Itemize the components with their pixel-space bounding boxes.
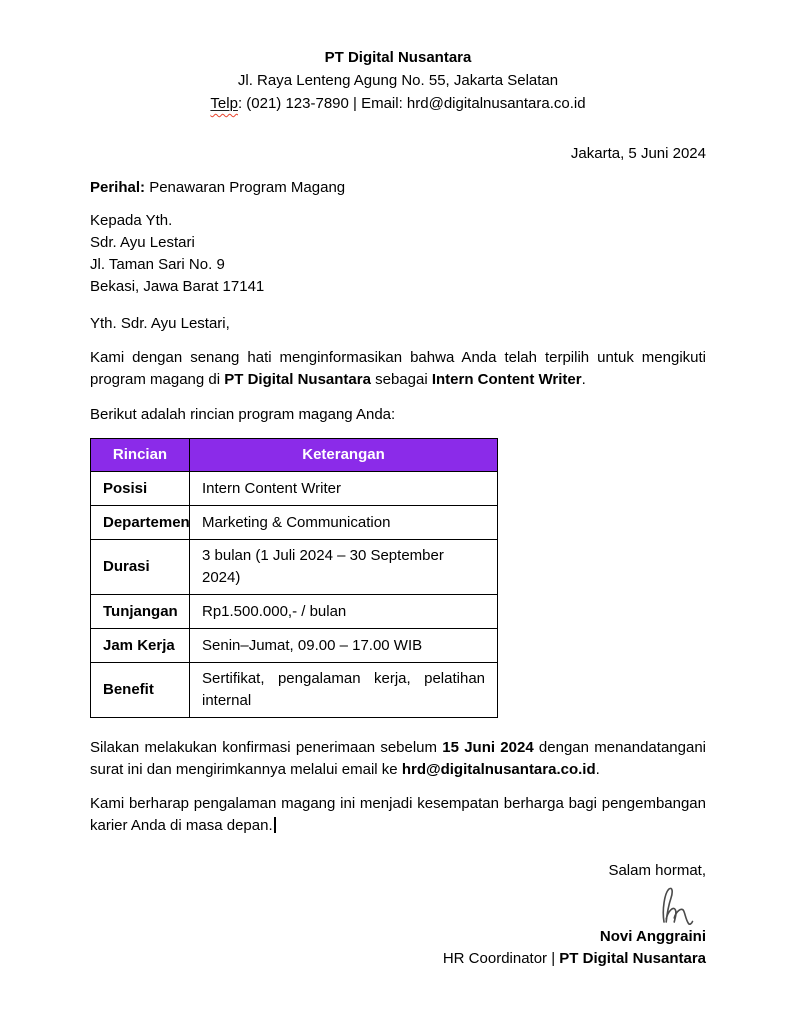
spellcheck-underline — [210, 95, 238, 112]
paragraph-table-intro: Berikut adalah rincian program magang Anda: — [90, 406, 396, 423]
contact-rest: : (021) 123-7890 | Email: hrd@digitalnusantara.co.id — [237, 95, 586, 112]
row-label: Posisi — [91, 472, 190, 506]
table-row — [91, 472, 498, 506]
table-row — [91, 506, 498, 540]
table-row — [91, 595, 498, 629]
salutation: Yth. Sdr. Ayu Lestari, — [90, 315, 230, 332]
date-line: Jakarta, 5 Juni 2024 — [570, 145, 706, 162]
signature-block — [90, 860, 706, 970]
deadline-date-bold: 15 Juni 2024 — [442, 739, 534, 756]
signer-title — [90, 948, 706, 970]
signer-company-bold: PT Digital Nusantara — [559, 950, 706, 967]
row-value: Senin–Jumat, 09.00 – 17.00 WIB — [190, 629, 498, 663]
letterhead — [90, 46, 706, 115]
company-name: PT Digital Nusantara — [324, 49, 472, 66]
paragraph-text: . — [581, 371, 586, 388]
company-address: Jl. Raya Lenteng Agung No. 55, Jakarta Selatan — [237, 72, 559, 89]
row-label: Departemen — [91, 506, 190, 540]
row-value: 3 bulan (1 Juli 2024 – 30 September 2024) — [190, 540, 498, 595]
row-label: Durasi — [91, 540, 190, 595]
recipient-block — [90, 210, 706, 298]
table-row — [91, 663, 498, 718]
telp-word: Telp — [210, 95, 238, 112]
paragraph-text: Silakan melakukan konfirmasi penerimaan sebelum — [90, 739, 443, 756]
table-header-row — [91, 439, 498, 472]
table-row — [91, 629, 498, 663]
row-value: Intern Content Writer — [190, 472, 498, 506]
paragraph-text: sebagai — [370, 371, 432, 388]
row-label: Benefit — [91, 663, 190, 718]
details-table — [90, 438, 498, 718]
paragraph-text: . — [595, 761, 600, 778]
row-label: Jam Kerja — [91, 629, 190, 663]
closing-salutation: Salam hormat, — [608, 862, 706, 879]
position-name-bold: Intern Content Writer — [431, 371, 582, 388]
signature-mark — [652, 884, 700, 926]
email-bold: hrd@digitalnusantara.co.id — [401, 761, 596, 778]
paragraph-text: Kami berharap pengalaman magang ini menjadi kesempatan berharga bagi pengembangan karier Anda di masa depan. — [90, 795, 706, 834]
recipient-line: Jl. Taman Sari No. 9 — [90, 256, 225, 273]
table-header-keterangan: Keterangan — [190, 439, 498, 472]
subject-line — [90, 177, 706, 199]
row-value: Sertifikat, pengalaman kerja, pelatihan internal — [190, 663, 498, 718]
table-header-rincian: Rincian — [91, 439, 190, 472]
text-cursor — [274, 817, 276, 833]
recipient-line: Kepada Yth. — [90, 212, 173, 229]
row-value: Rp1.500.000,- / bulan — [190, 595, 498, 629]
signature-mark-wrap — [90, 884, 700, 926]
paragraph-text: dengan menandatangani surat ini dan mengirimkannya melalui email ke — [90, 739, 706, 778]
recipient-line: Bekasi, Jawa Barat 17141 — [90, 278, 265, 295]
recipient-line: Sdr. Ayu Lestari — [90, 234, 195, 251]
paragraph-intro — [90, 347, 706, 391]
subject-value: Penawaran Program Magang — [145, 179, 346, 196]
subject-label: Perihal: — [90, 179, 146, 196]
row-label: Tunjangan — [91, 595, 190, 629]
table-row — [91, 540, 498, 595]
signer-name: Novi Anggraini — [599, 928, 706, 945]
company-name-bold: PT Digital Nusantara — [224, 371, 371, 388]
paragraph-closing — [90, 793, 706, 837]
row-value: Marketing & Communication — [190, 506, 498, 540]
signer-title-text: HR Coordinator | — [442, 950, 560, 967]
paragraph-text: Kami dengan senang hati menginformasikan bahwa Anda telah terpilih untuk mengikuti program magang di — [90, 349, 706, 388]
company-contact — [90, 92, 706, 115]
paragraph-confirmation — [90, 737, 706, 781]
